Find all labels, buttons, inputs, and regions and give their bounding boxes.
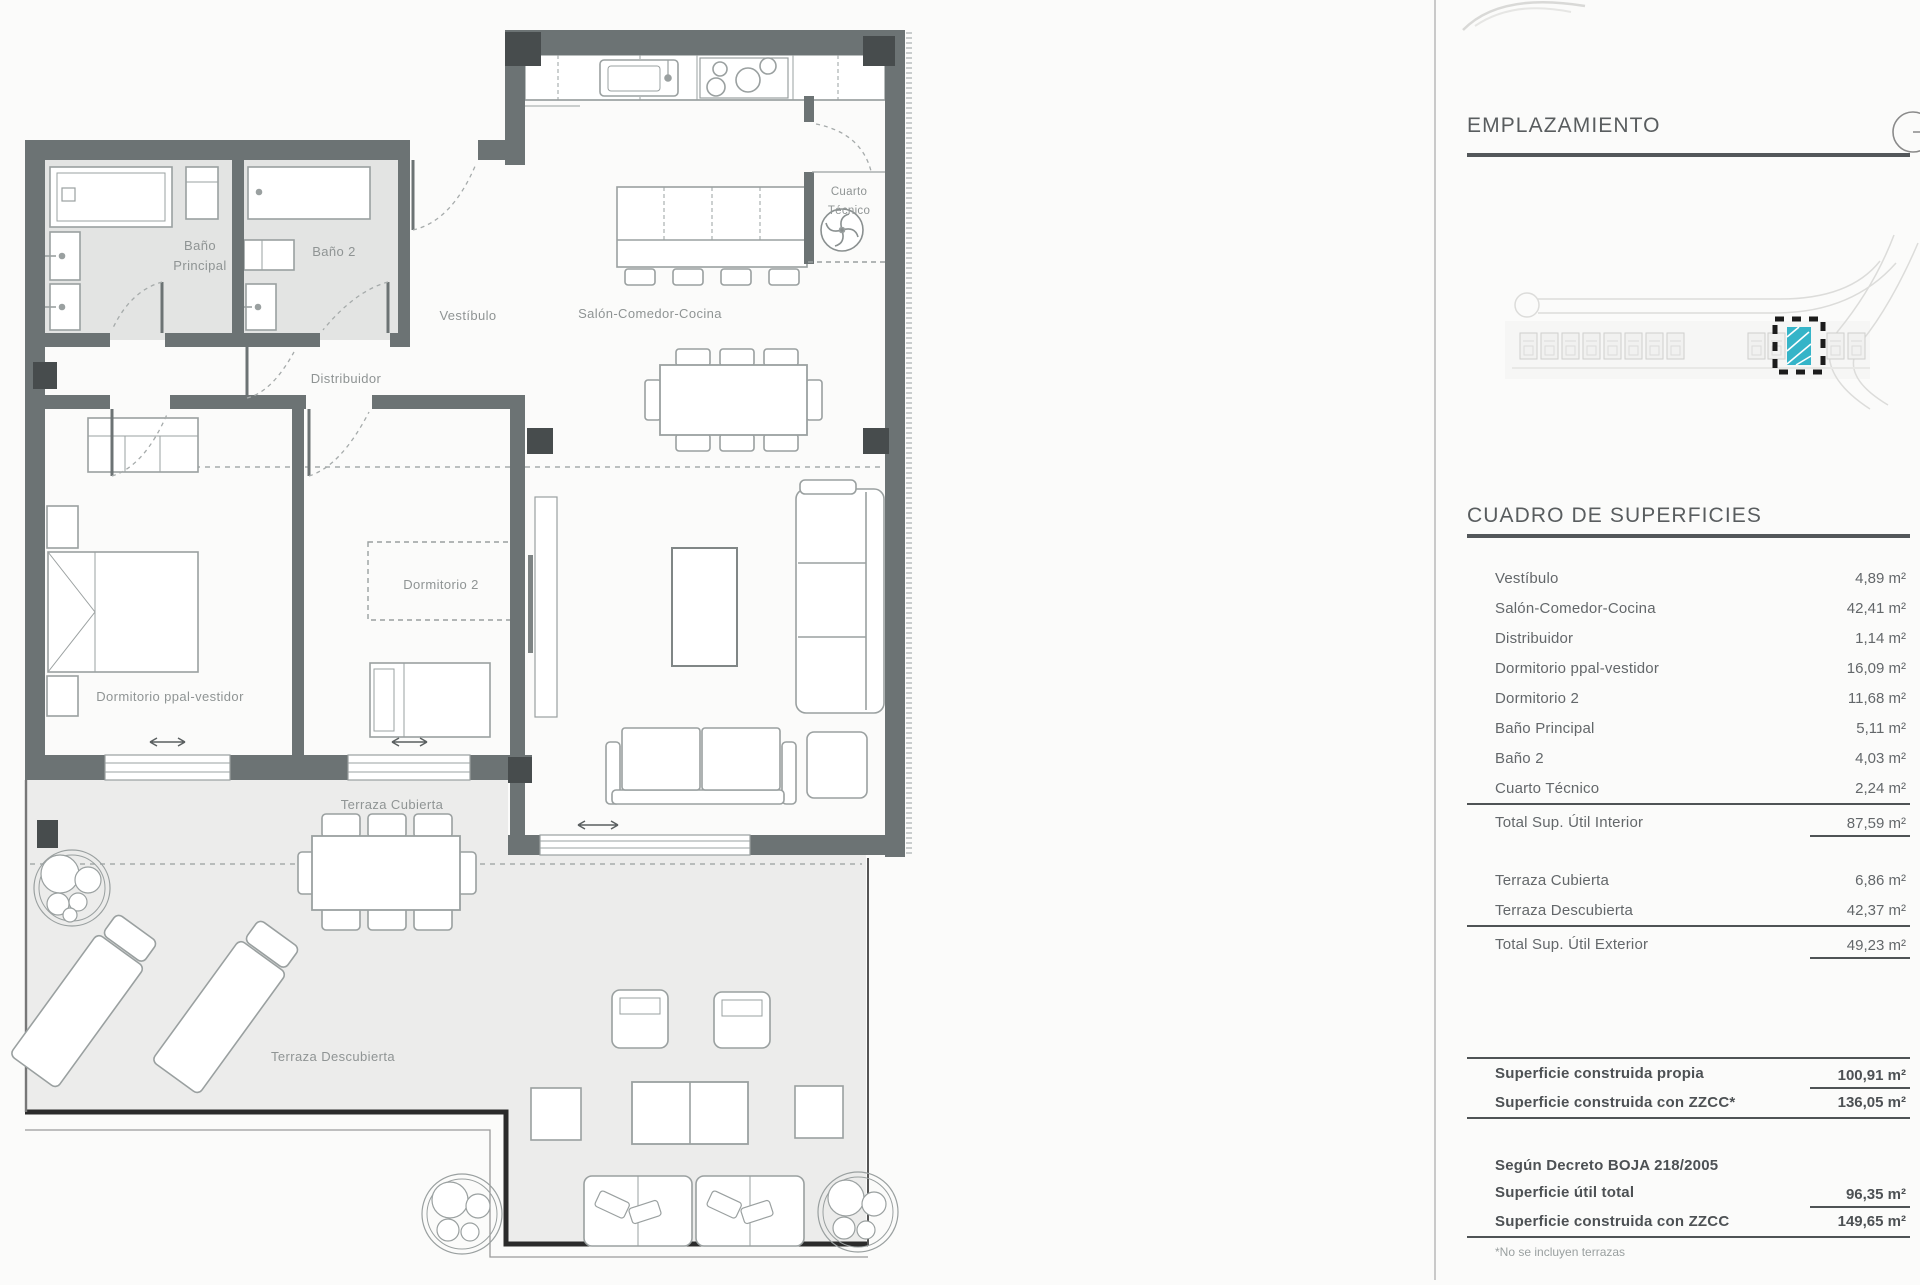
room-label-terraza-descubierta: Terraza Descubierta [271, 1049, 395, 1064]
room-label-terraza-cubierta: Terraza Cubierta [340, 797, 444, 812]
table-rule [1467, 1236, 1910, 1238]
boja-row: Superficie construida con ZZCC 149,65 m² [1495, 1213, 1906, 1230]
total-row: Total Sup. Útil Exterior 49,23 m² [1467, 927, 1910, 961]
area-row: Terraza Descubierta 42,37 m² [1495, 901, 1906, 919]
surface-table [1467, 563, 1910, 1259]
boja-row: Superficie útil total 96,35 m² [1467, 1178, 1910, 1207]
section-title-emplazamiento: EMPLAZAMIENTO [1467, 114, 1661, 137]
room-label-salon: Salón-Comedor-Cocina [578, 306, 722, 321]
room-label-cuarto-tecnico: Técnico [827, 205, 871, 217]
north-indicator-icon [1877, 105, 1920, 157]
section-underline [1467, 534, 1910, 538]
room-label-cuarto-tecnico: Cuarto [830, 186, 868, 198]
area-row: Cuarto Técnico 2,24 m² [1495, 779, 1906, 797]
room-label-bano2: Baño 2 [312, 244, 356, 259]
section-title-cuadro: CUADRO DE SUPERFICIES [1467, 504, 1762, 527]
built-area-row: Superficie construida con ZZCC* 136,05 m² [1495, 1094, 1906, 1111]
site-map [1450, 233, 1920, 438]
boja-heading: Según Decreto BOJA 218/2005 [1495, 1156, 1719, 1174]
room-label-vestibulo: Vestíbulo [439, 308, 497, 323]
room-label-bano-principal: Baño [184, 238, 216, 253]
area-row: Dormitorio 2 11,68 m² [1495, 689, 1906, 707]
area-row: Terraza Cubierta 6,86 m² [1495, 871, 1906, 889]
room-label-dormitorio2: Dormitorio 2 [403, 577, 479, 592]
room-label-bano-principal: Principal [173, 258, 227, 273]
info-panel [1437, 0, 1920, 1280]
area-row: Baño Principal 5,11 m² [1495, 719, 1906, 737]
area-row: Vestíbulo 4,89 m² [1495, 569, 1906, 587]
area-row: Salón-Comedor-Cocina 42,41 m² [1495, 599, 1906, 617]
built-area-row: Superficie construida propia 100,91 m² [1467, 1059, 1910, 1088]
room-label-distribuidor: Distribuidor [310, 371, 382, 386]
area-row: Distribuidor 1,14 m² [1495, 629, 1906, 647]
room-label-dormitorio-ppal: Dormitorio ppal-vestidor [96, 689, 244, 704]
section-underline [1467, 153, 1910, 157]
table-footnote: *No se incluyen terrazas [1495, 1245, 1626, 1259]
logo-fragment [1445, 0, 1615, 32]
area-row: Dormitorio ppal-vestidor 16,09 m² [1495, 659, 1906, 677]
total-row: Total Sup. Útil Interior 87,59 m² [1467, 805, 1910, 839]
area-row: Baño 2 4,03 m² [1495, 749, 1906, 767]
panel-divider [1434, 0, 1436, 1280]
